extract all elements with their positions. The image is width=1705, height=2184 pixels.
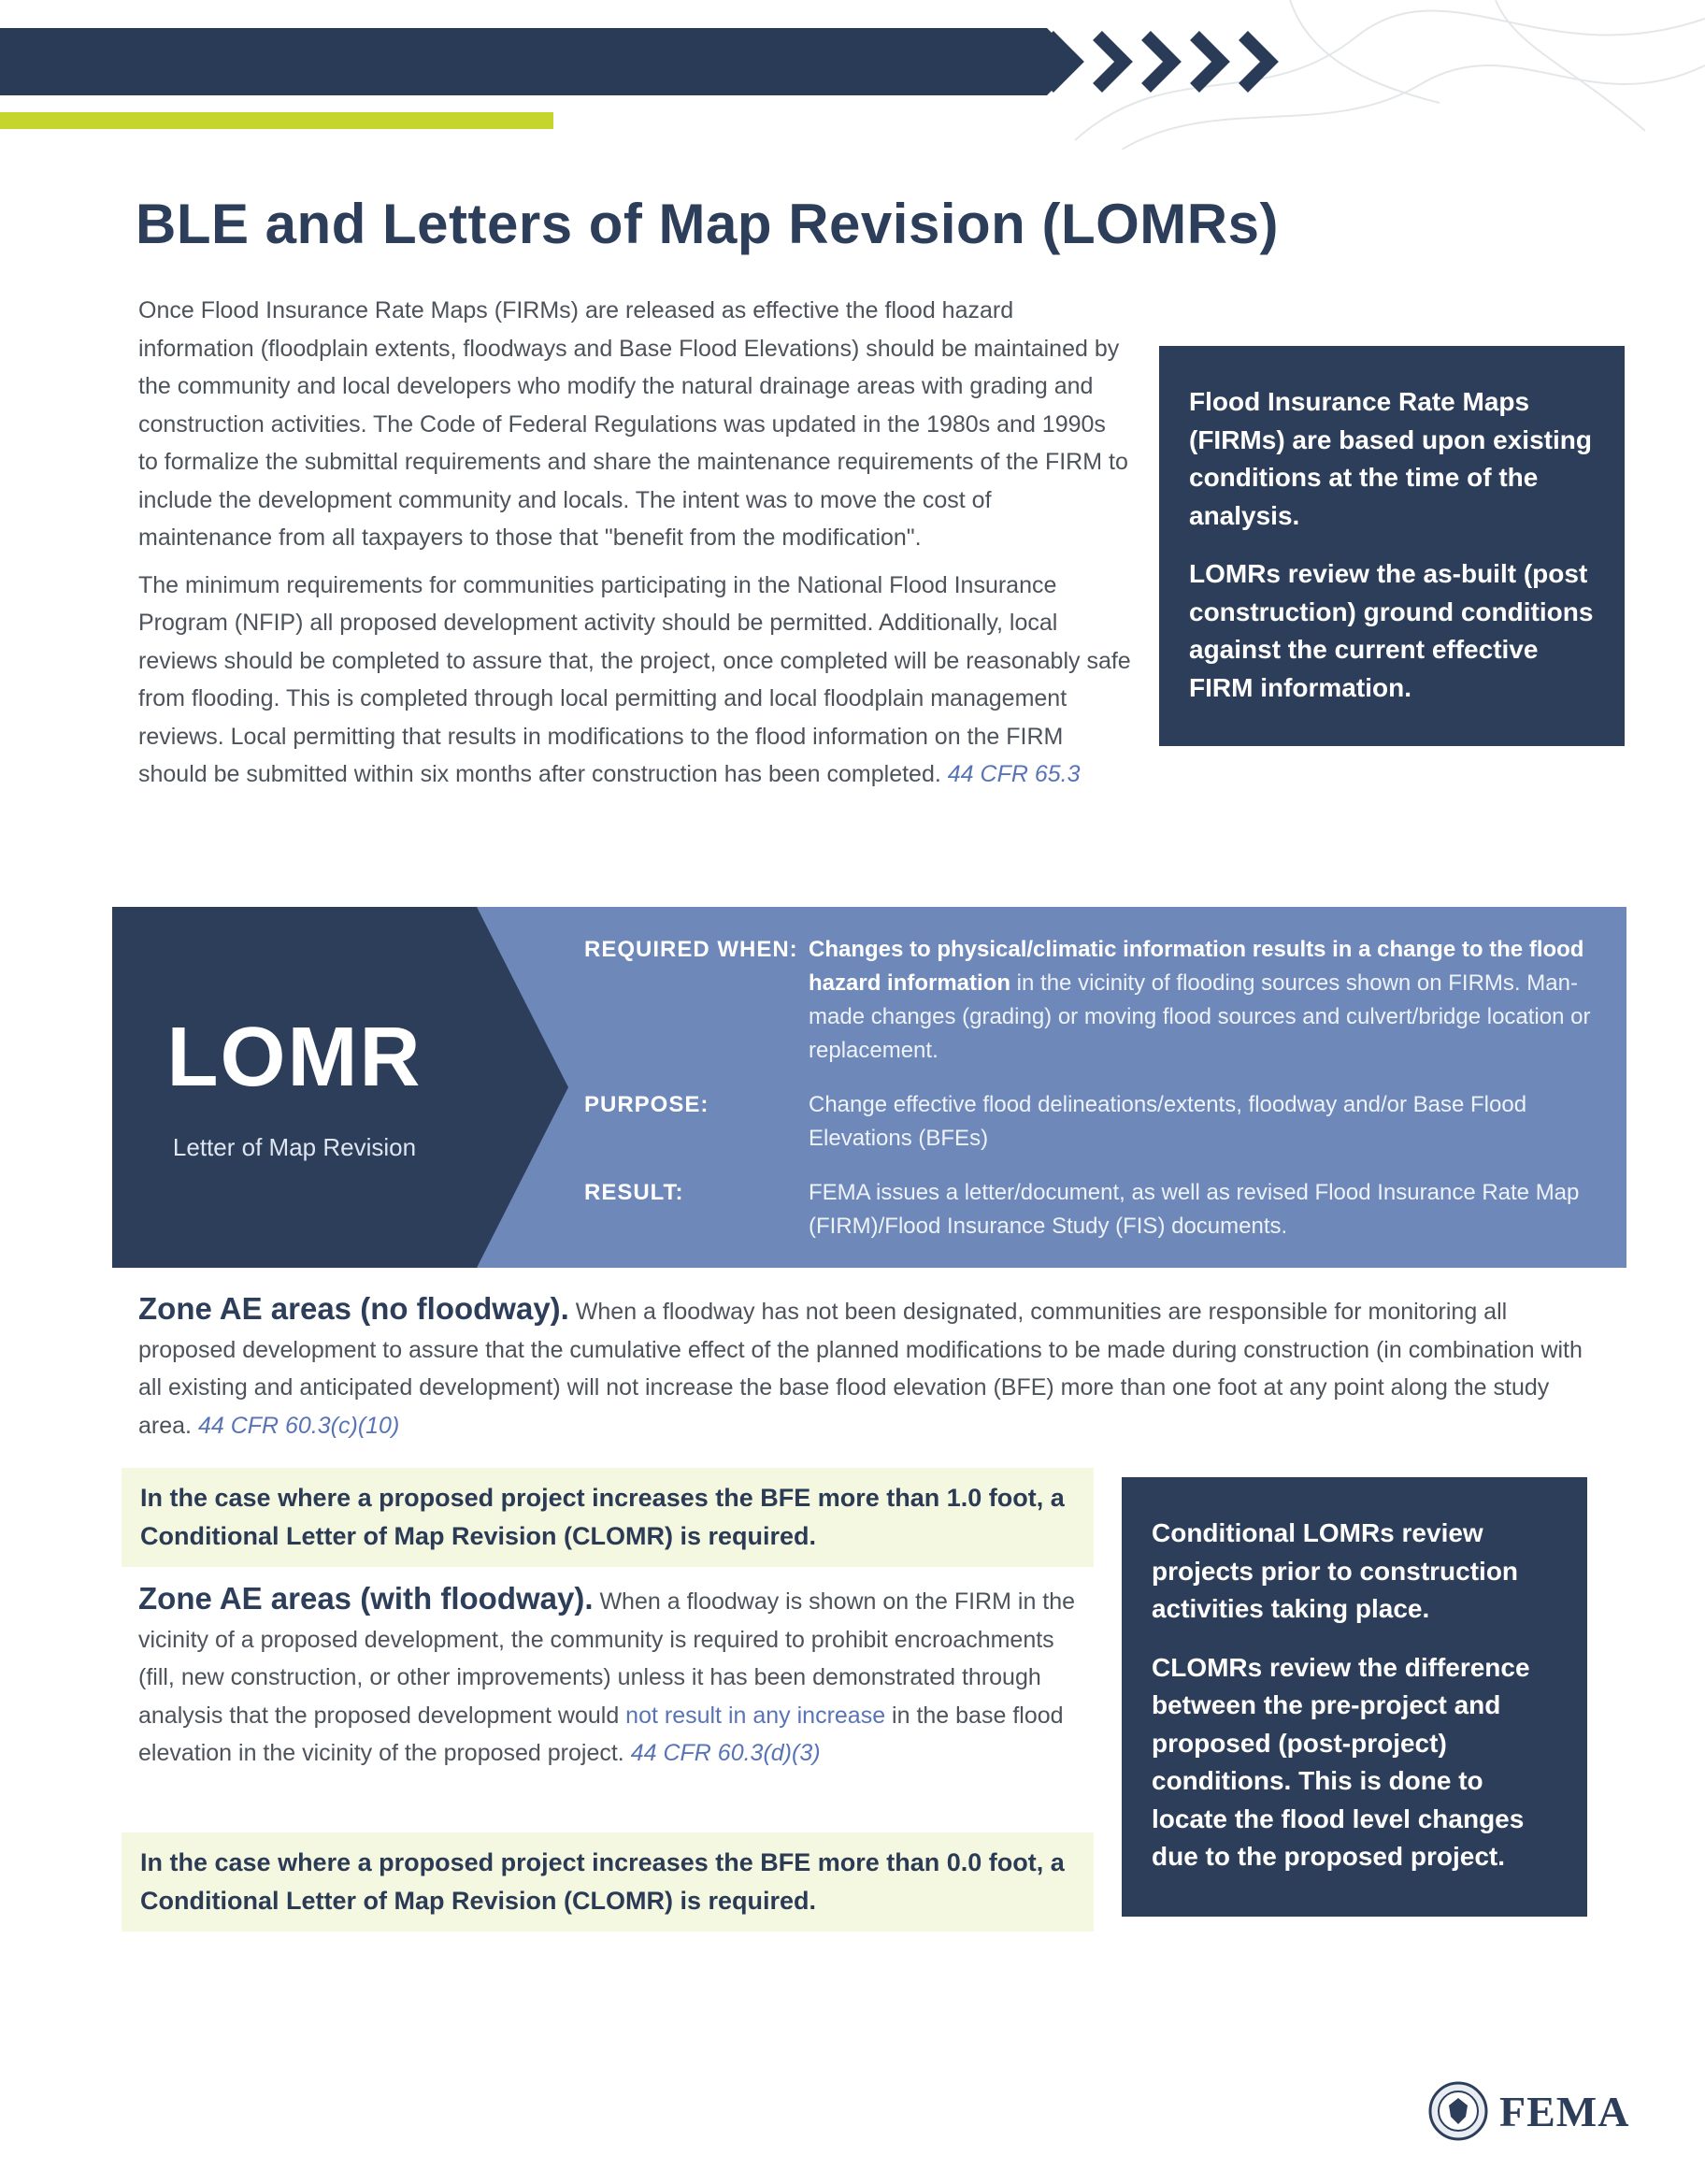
lomr-row-required bbox=[584, 933, 1598, 1068]
cfr-link-65-3[interactable]: 44 CFR 65.3 bbox=[947, 761, 1081, 787]
lomr-banner bbox=[112, 907, 1626, 1268]
fema-logo bbox=[1428, 2081, 1629, 2141]
sidebar-clomr-text-2: CLOMRs review the difference between the pre-project and proposed (post-project) conditions. This is done to locate the flood level changes due to the proposed project. bbox=[1152, 1652, 1530, 1871]
zone-ae-with-floodway-text-a: When a floodway is shown on the FIRM in the vicinity of a proposed development, the community is required to prohibit encroachments (fill, new construction, or other improvements) unless it has been demonstrated through analysis that the proposed development would bbox=[138, 1588, 1076, 1729]
lomr-label: RESULT: bbox=[584, 1180, 684, 1205]
zone-ae-no-floodway-text: When a floodway has not been designated, communities are responsible for monitoring all proposed development to assure that the cumulative effect of the planned modifications to be made during construction (in combination with all existing and anticipated development) will not increase the base flood elevation (BFE) more than one foot at any point along the study area. bbox=[138, 1299, 1583, 1439]
lomr-details bbox=[584, 933, 1598, 1264]
lomr-value bbox=[809, 1176, 1598, 1243]
intro-paragraph-2-text: The minimum requirements for communities participating in the National Flood Insurance Program (NFIP) all proposed development activity should be permitted. Additionally, local reviews should be completed to assure that, the project, once completed will be reasonably safe from flooding. This is completed through local permitting and local floodplain management reviews. Local permitting that results in modifications to the flood information on the FIRM should be submitted within six months after construction has been completed. bbox=[138, 571, 1131, 787]
sidebar-firm-text-1: Flood Insurance Rate Maps (FIRMs) are based upon existing conditions at the time of the analysis. bbox=[1189, 387, 1592, 530]
lomr-row-purpose bbox=[584, 1088, 1598, 1156]
lomr-value-text: in the vicinity of flooding sources shown on FIRMs. Man-made changes (grading) or moving flood sources and culvert/bridge location or replacement. bbox=[809, 970, 1591, 1063]
header-bar bbox=[0, 28, 1047, 95]
intro-paragraph-1: Once Flood Insurance Rate Maps (FIRMs) are released as effective the flood hazard information (floodplain extents, floodways and Base Flood Elevations) should be maintained by the community and local developers who modify the natural drainage areas with grading and construction activities. The Code of Federal Regulations was updated in the 1980s and 1990s to formalize the submittal requirements and share the maintenance requirements of the FIRM to include the development community and locals. The intent was to move the cost of maintenance from all taxpayers to those that "benefit from the modification". bbox=[138, 297, 1128, 551]
sidebar-clomr-info bbox=[1122, 1477, 1587, 1917]
callout-clomr-0-0: In the case where a proposed project increases the BFE more than 0.0 foot, a Conditional Letter of Map Revision (CLOMR) is required. bbox=[122, 1832, 1094, 1932]
zone-ae-no-floodway-heading: Zone AE areas (no floodway). bbox=[138, 1291, 569, 1326]
fema-logo-text: FEMA bbox=[1499, 2087, 1630, 2135]
header-accent-bar bbox=[0, 112, 553, 129]
zone-ae-with-floodway-emphasis: not result in any increase bbox=[625, 1702, 886, 1729]
lomr-row-result bbox=[584, 1176, 1598, 1243]
lomr-label: PURPOSE: bbox=[584, 1092, 709, 1117]
zone-ae-no-floodway bbox=[138, 1290, 1597, 1444]
lomr-subtitle: Letter of Map Revision bbox=[172, 1133, 417, 1161]
sidebar-firm-info bbox=[1159, 346, 1625, 746]
lomr-label: REQUIRED WHEN: bbox=[584, 937, 798, 962]
sidebar-clomr-text-1: Conditional LOMRs review projects prior to construction activities taking place. bbox=[1152, 1518, 1519, 1623]
lomr-title: LOMR bbox=[166, 1011, 423, 1104]
lomr-value bbox=[809, 933, 1598, 1068]
dhs-seal-icon bbox=[1428, 2081, 1488, 2141]
zone-ae-with-floodway-text-b: in the base flood elevation in the vicinity of the proposed project. bbox=[138, 1702, 1064, 1766]
callout-clomr-1-0: In the case where a proposed project increases the BFE more than 1.0 foot, a Conditional Letter of Map Revision (CLOMR) is required. bbox=[122, 1468, 1094, 1567]
zone-ae-with-floodway-heading: Zone AE areas (with floodway). bbox=[138, 1581, 594, 1616]
page-title: BLE and Letters of Map Revision (LOMRs) bbox=[136, 193, 1279, 255]
lomr-value-text: Change effective flood delineations/extents, floodway and/or Base Flood Elevations (BFEs) bbox=[809, 1092, 1527, 1151]
lomr-value-text: FEMA issues a letter/document, as well as revised Flood Insurance Rate Map (FIRM)/Flood Insurance Study (FIS) documents. bbox=[809, 1180, 1580, 1239]
cfr-link-60-3-c-10[interactable]: 44 CFR 60.3(c)(10) bbox=[197, 1412, 400, 1439]
zone-ae-with-floodway bbox=[138, 1580, 1092, 1773]
lomr-value-bold: Changes to physical/climatic information results in a change to the flood hazard information bbox=[809, 937, 1584, 996]
lomr-value bbox=[809, 1088, 1598, 1156]
intro-section bbox=[138, 292, 1606, 803]
sidebar-firm-text-2: LOMRs review the as-built (post construction) ground conditions against the current effective FIRM information. bbox=[1189, 559, 1594, 702]
cfr-link-60-3-d-3[interactable]: 44 CFR 60.3(d)(3) bbox=[630, 1740, 821, 1766]
chevron-decoration-icon bbox=[1039, 28, 1320, 95]
